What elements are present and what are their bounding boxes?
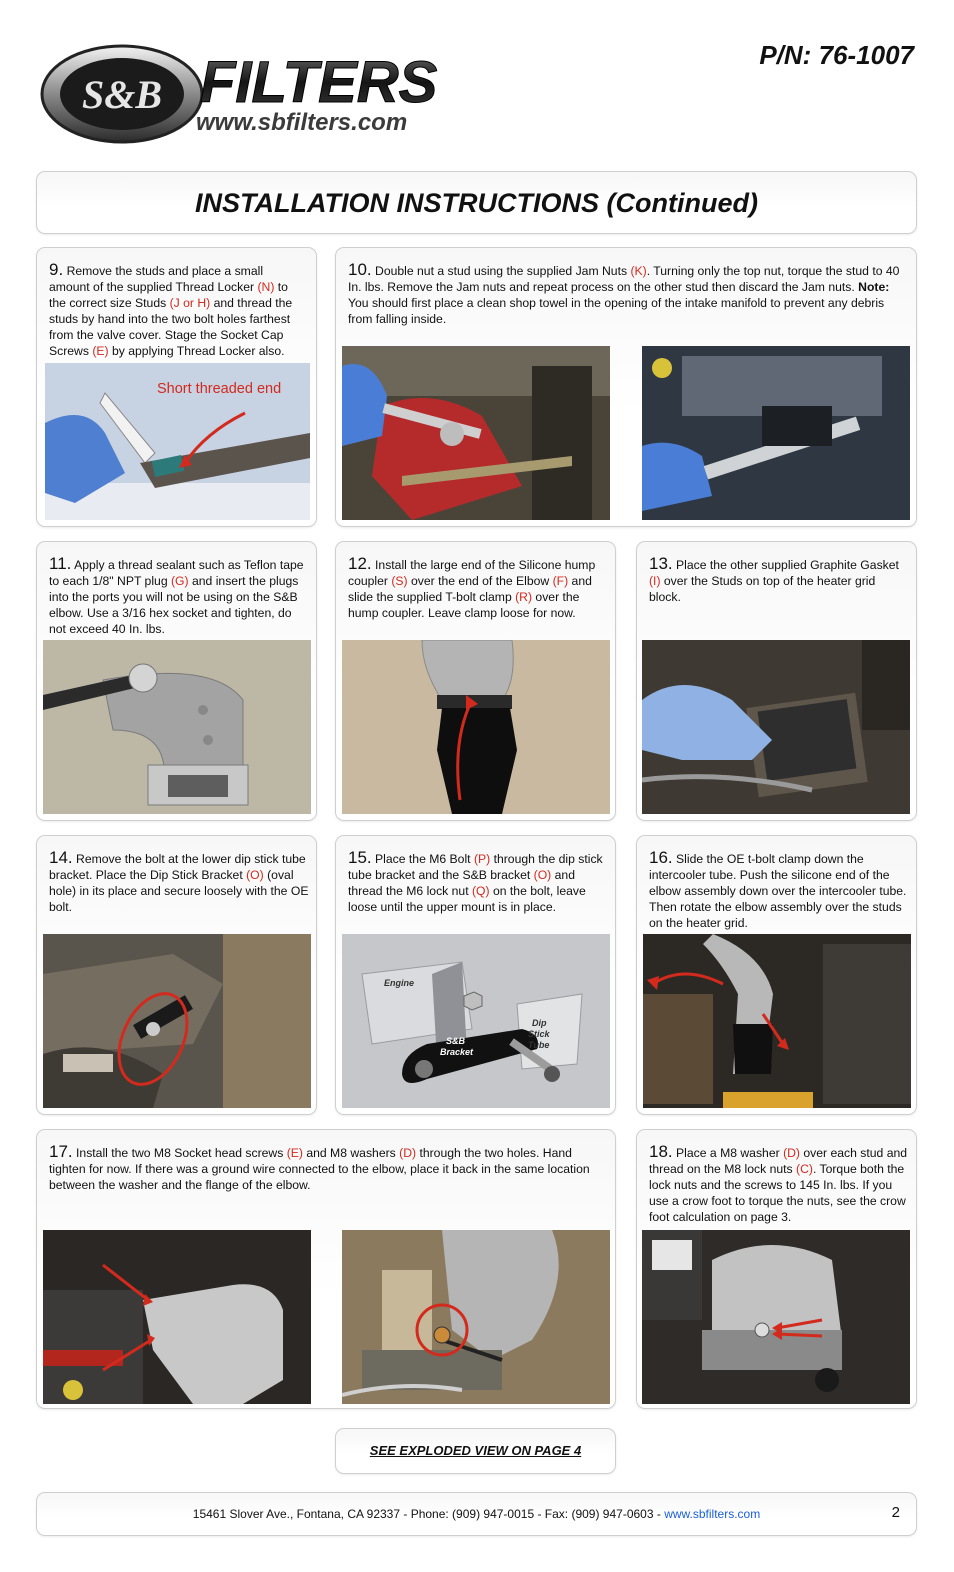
step-11-box: [36, 541, 317, 821]
website-link[interactable]: www.sbfilters.com: [664, 1507, 761, 1521]
step-15-diagram: [342, 934, 610, 1108]
svg-text:Dip: Dip: [532, 1018, 547, 1028]
footer-address: 15461 Slover Ave., Fontana, CA 92337 - Phone: (909) 947-0015 - Fax: (909) 947-0603 - www.sbfilters.com: [192, 1507, 761, 1521]
step-12-box: [335, 541, 616, 821]
page-number: 2: [891, 1504, 900, 1521]
step-16-box: [636, 835, 917, 1115]
step-10-photo-right: [642, 346, 910, 520]
footer-box: [36, 1492, 917, 1536]
svg-text:Tube: Tube: [528, 1040, 550, 1050]
step-10-photo-left: [342, 346, 610, 520]
step-14-photo: [43, 934, 311, 1108]
step-18-text: 18. Place a M8 washer (D) over each stud and thread on the M8 lock nuts (C). Torque both the lock nuts and the screws to 145 In. lbs. If you use a crow foot to torque the nuts, see the crow foot calculation on page 3.: [649, 1142, 908, 1224]
step-14-text: 14. Remove the bolt at the lower dip stick tube bracket. Place the Dip Stick Bracket (O) (oval hole) in its place and secure loosely with the OE bolt.: [49, 848, 309, 914]
step-16-text: 16. Slide the OE t-bolt clamp down the intercooler tube. Push the silicone end of the elbow assembly down over the intercooler tube. Then rotate the elbow assembly over the studs on the heater grid.: [649, 848, 907, 930]
step-10-box: [335, 247, 917, 527]
step-15-box: [335, 835, 616, 1115]
svg-text:FILTERS: FILTERS: [200, 50, 438, 115]
step-9-photo: [45, 363, 310, 520]
step-17-box: [36, 1129, 616, 1409]
exploded-view-note: SEE EXPLODED VIEW ON PAGE 4: [369, 1443, 582, 1458]
step-18-box: [636, 1129, 917, 1409]
step-13-text: 13. Place the other supplied Graphite Gasket (I) over the Studs on top of the heater grid block.: [649, 554, 899, 604]
step-11-photo: [43, 640, 311, 814]
step-17-text: 17. Install the two M8 Socket head screws (E) and M8 washers (D) through the two holes. Hand tighten for now. If there was a ground wire connected to the elbow, place it back in the same location between the washer and the flange of the elbow.: [49, 1142, 590, 1192]
svg-text:www.sbfilters.com: www.sbfilters.com: [196, 109, 408, 136]
step-9-box: [36, 247, 317, 527]
svg-text:Bracket: Bracket: [440, 1047, 474, 1057]
step-13-photo: [642, 640, 910, 814]
svg-text:Short threaded end: Short threaded end: [157, 381, 282, 397]
step-11-text: 11. Apply a thread sealant such as Teflon tape to each 1/8" NPT plug (G) and insert the plugs into the ports you will not be using on the S&B elbow. Use a 3/16 hex socket and tighten, do not exceed 40 In. lbs.: [49, 554, 304, 636]
step-13-box: [636, 541, 917, 821]
step-12-photo: [342, 640, 610, 814]
svg-text:S&B: S&B: [81, 72, 163, 117]
step-9-text: 9. Remove the studs and place a small amount of the supplied Thread Locker (N) to the correct size Studs (J or H) and thread the studs by hand into the two bolt holes farthest from the valve cover. Stage the Socket Cap Screws (E) by applying Thread Locker also.: [49, 260, 293, 358]
page-title: INSTALLATION INSTRUCTIONS (Continued): [195, 188, 758, 218]
step-10-text: 10. Double nut a stud using the supplied Jam Nuts (K). Turning only the top nut, torque the stud to 40 In. lbs. Remove the Jam nuts and repeat process on the other stud then discard the Jam nuts. Note: You should first place a clean shop towel in the opening of the intake manifold to prevent any debris from falling inside.: [348, 260, 900, 326]
title-box: [36, 171, 917, 234]
step-12-text: 12. Install the large end of the Silicone hump coupler (S) over the end of the Elbow (F) and slide the supplied T-bolt clamp (R) over the hump coupler. Leave clamp loose for now.: [348, 554, 596, 620]
step-18-photo: [642, 1230, 910, 1404]
step-17-photo-left: [43, 1230, 311, 1404]
step-14-box: [36, 835, 317, 1115]
exploded-view-note-box: [335, 1428, 616, 1474]
sb-filters-logo: [40, 38, 510, 148]
svg-text:Engine: Engine: [384, 978, 415, 988]
step-15-text: 15. Place the M6 Bolt (P) through the dip stick tube bracket and the S&B bracket (O) and thread the M6 lock nut (Q) on the bolt, leave loose until the upper mount is in place.: [348, 848, 603, 914]
svg-text:Stick: Stick: [528, 1029, 550, 1039]
logo: [40, 38, 510, 148]
svg-text:S&B: S&B: [446, 1036, 466, 1046]
part-number: P/N: 76-1007: [759, 40, 914, 70]
step-17-photo-right: [342, 1230, 610, 1404]
step-16-photo: [643, 934, 911, 1108]
